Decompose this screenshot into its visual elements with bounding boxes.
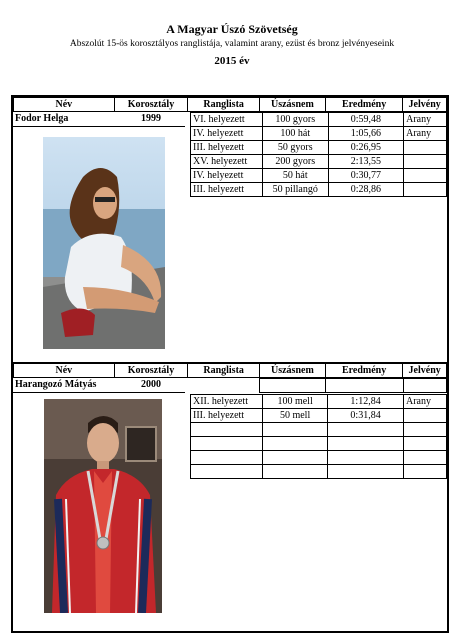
result-row: [191, 113, 447, 127]
col-header-name: Név: [14, 98, 115, 112]
document-year: 2015 év: [214, 55, 250, 67]
result-row: [191, 127, 447, 141]
swimmer-2-photo: [44, 399, 162, 613]
event-cell: [263, 437, 328, 451]
blank-cell: [403, 379, 446, 393]
col-header-result: Eredmény: [325, 364, 402, 378]
swimmer-1-results: [190, 112, 447, 197]
col-header-age: Korosztály: [114, 98, 188, 112]
swimmer-1-name: Fodor Helga: [15, 113, 69, 124]
swimmer-2-results: [190, 394, 447, 479]
name-underline: [13, 126, 185, 127]
badge-cell: [404, 465, 447, 479]
rank-cell: XII. helyezett: [191, 395, 263, 409]
rank-cell: III. helyezett: [191, 409, 263, 423]
swimmer-2-age-group: 2000: [141, 379, 161, 390]
col-header-badge: Jelvény: [403, 98, 447, 112]
badge-cell: [404, 141, 447, 155]
rank-cell: [191, 451, 263, 465]
rank-cell: XV. helyezett: [191, 155, 263, 169]
col-header-name: Név: [14, 364, 115, 378]
result-cell: 2:13,55: [328, 155, 404, 169]
col-header-event: Úszásnem: [259, 98, 325, 112]
result-cell: 1:05,66: [328, 127, 404, 141]
badge-cell: [404, 423, 447, 437]
swimmer-2-header-table: [13, 363, 447, 378]
col-header-age: Korosztály: [114, 364, 188, 378]
event-cell: 50 pillangó: [262, 183, 328, 197]
swimmer-1-photo: [43, 137, 165, 349]
result-cell: 0:59,48: [328, 113, 404, 127]
swimmer-2-name: Harangozó Mátyás: [15, 379, 97, 390]
result-row: [191, 395, 447, 409]
badge-cell: [404, 409, 447, 423]
rank-cell: IV. helyezett: [191, 127, 263, 141]
event-cell: 50 mell: [263, 409, 328, 423]
document-subtitle: Abszolút 15-ös korosztályos ranglistája, valamint arany, ezüst és bronz jelvényeseink: [69, 39, 395, 49]
badge-cell: Arany: [404, 113, 447, 127]
result-row: [191, 155, 447, 169]
event-cell: 50 hát: [262, 169, 328, 183]
rank-cell: [191, 465, 263, 479]
event-cell: [263, 451, 328, 465]
result-row: [191, 451, 447, 465]
badge-cell: Arany: [404, 127, 447, 141]
swimmer-1-header-table: [13, 97, 447, 112]
result-cell: 0:28,86: [328, 183, 404, 197]
badge-cell: [404, 169, 447, 183]
result-row: [191, 141, 447, 155]
badge-cell: [404, 451, 447, 465]
badge-cell: [404, 155, 447, 169]
event-cell: [263, 465, 328, 479]
rank-cell: IV. helyezett: [191, 169, 263, 183]
result-row: [191, 423, 447, 437]
result-row: [191, 169, 447, 183]
col-header-rank: Ranglista: [188, 98, 260, 112]
blank-cell: [325, 379, 403, 393]
ranking-sheet: [11, 95, 449, 633]
badge-cell: [404, 437, 447, 451]
result-cell: [328, 451, 404, 465]
result-cell: 0:31,84: [328, 409, 404, 423]
column-header-row: [14, 364, 447, 378]
result-cell: [328, 423, 404, 437]
result-row: [191, 183, 447, 197]
result-cell: 1:12,84: [328, 395, 404, 409]
result-row: [191, 409, 447, 423]
rank-cell: VI. helyezett: [191, 113, 263, 127]
event-cell: 100 mell: [263, 395, 328, 409]
result-cell: 0:30,77: [328, 169, 404, 183]
result-cell: 0:26,95: [328, 141, 404, 155]
swimmer-2-blank-row: [259, 378, 447, 393]
event-cell: 50 gyors: [262, 141, 328, 155]
col-header-rank: Ranglista: [188, 364, 260, 378]
event-cell: 100 hát: [262, 127, 328, 141]
rank-cell: III. helyezett: [191, 183, 263, 197]
name-underline: [13, 392, 185, 393]
badge-cell: Arany: [404, 395, 447, 409]
event-cell: 100 gyors: [262, 113, 328, 127]
rank-cell: III. helyezett: [191, 141, 263, 155]
result-cell: [328, 465, 404, 479]
document-title: A Magyar Úszó Szövetség: [166, 22, 298, 36]
rank-cell: [191, 437, 263, 451]
blank-cell: [260, 379, 326, 393]
col-header-event: Úszásnem: [259, 364, 325, 378]
result-row: [191, 437, 447, 451]
column-header-row: [14, 98, 447, 112]
result-row: [191, 465, 447, 479]
col-header-badge: Jelvény: [403, 364, 447, 378]
rank-cell: [191, 423, 263, 437]
badge-cell: [404, 183, 447, 197]
event-cell: [263, 423, 328, 437]
swimmer-1-age-group: 1999: [141, 113, 161, 124]
event-cell: 200 gyors: [262, 155, 328, 169]
col-header-result: Eredmény: [325, 98, 402, 112]
result-cell: [328, 437, 404, 451]
